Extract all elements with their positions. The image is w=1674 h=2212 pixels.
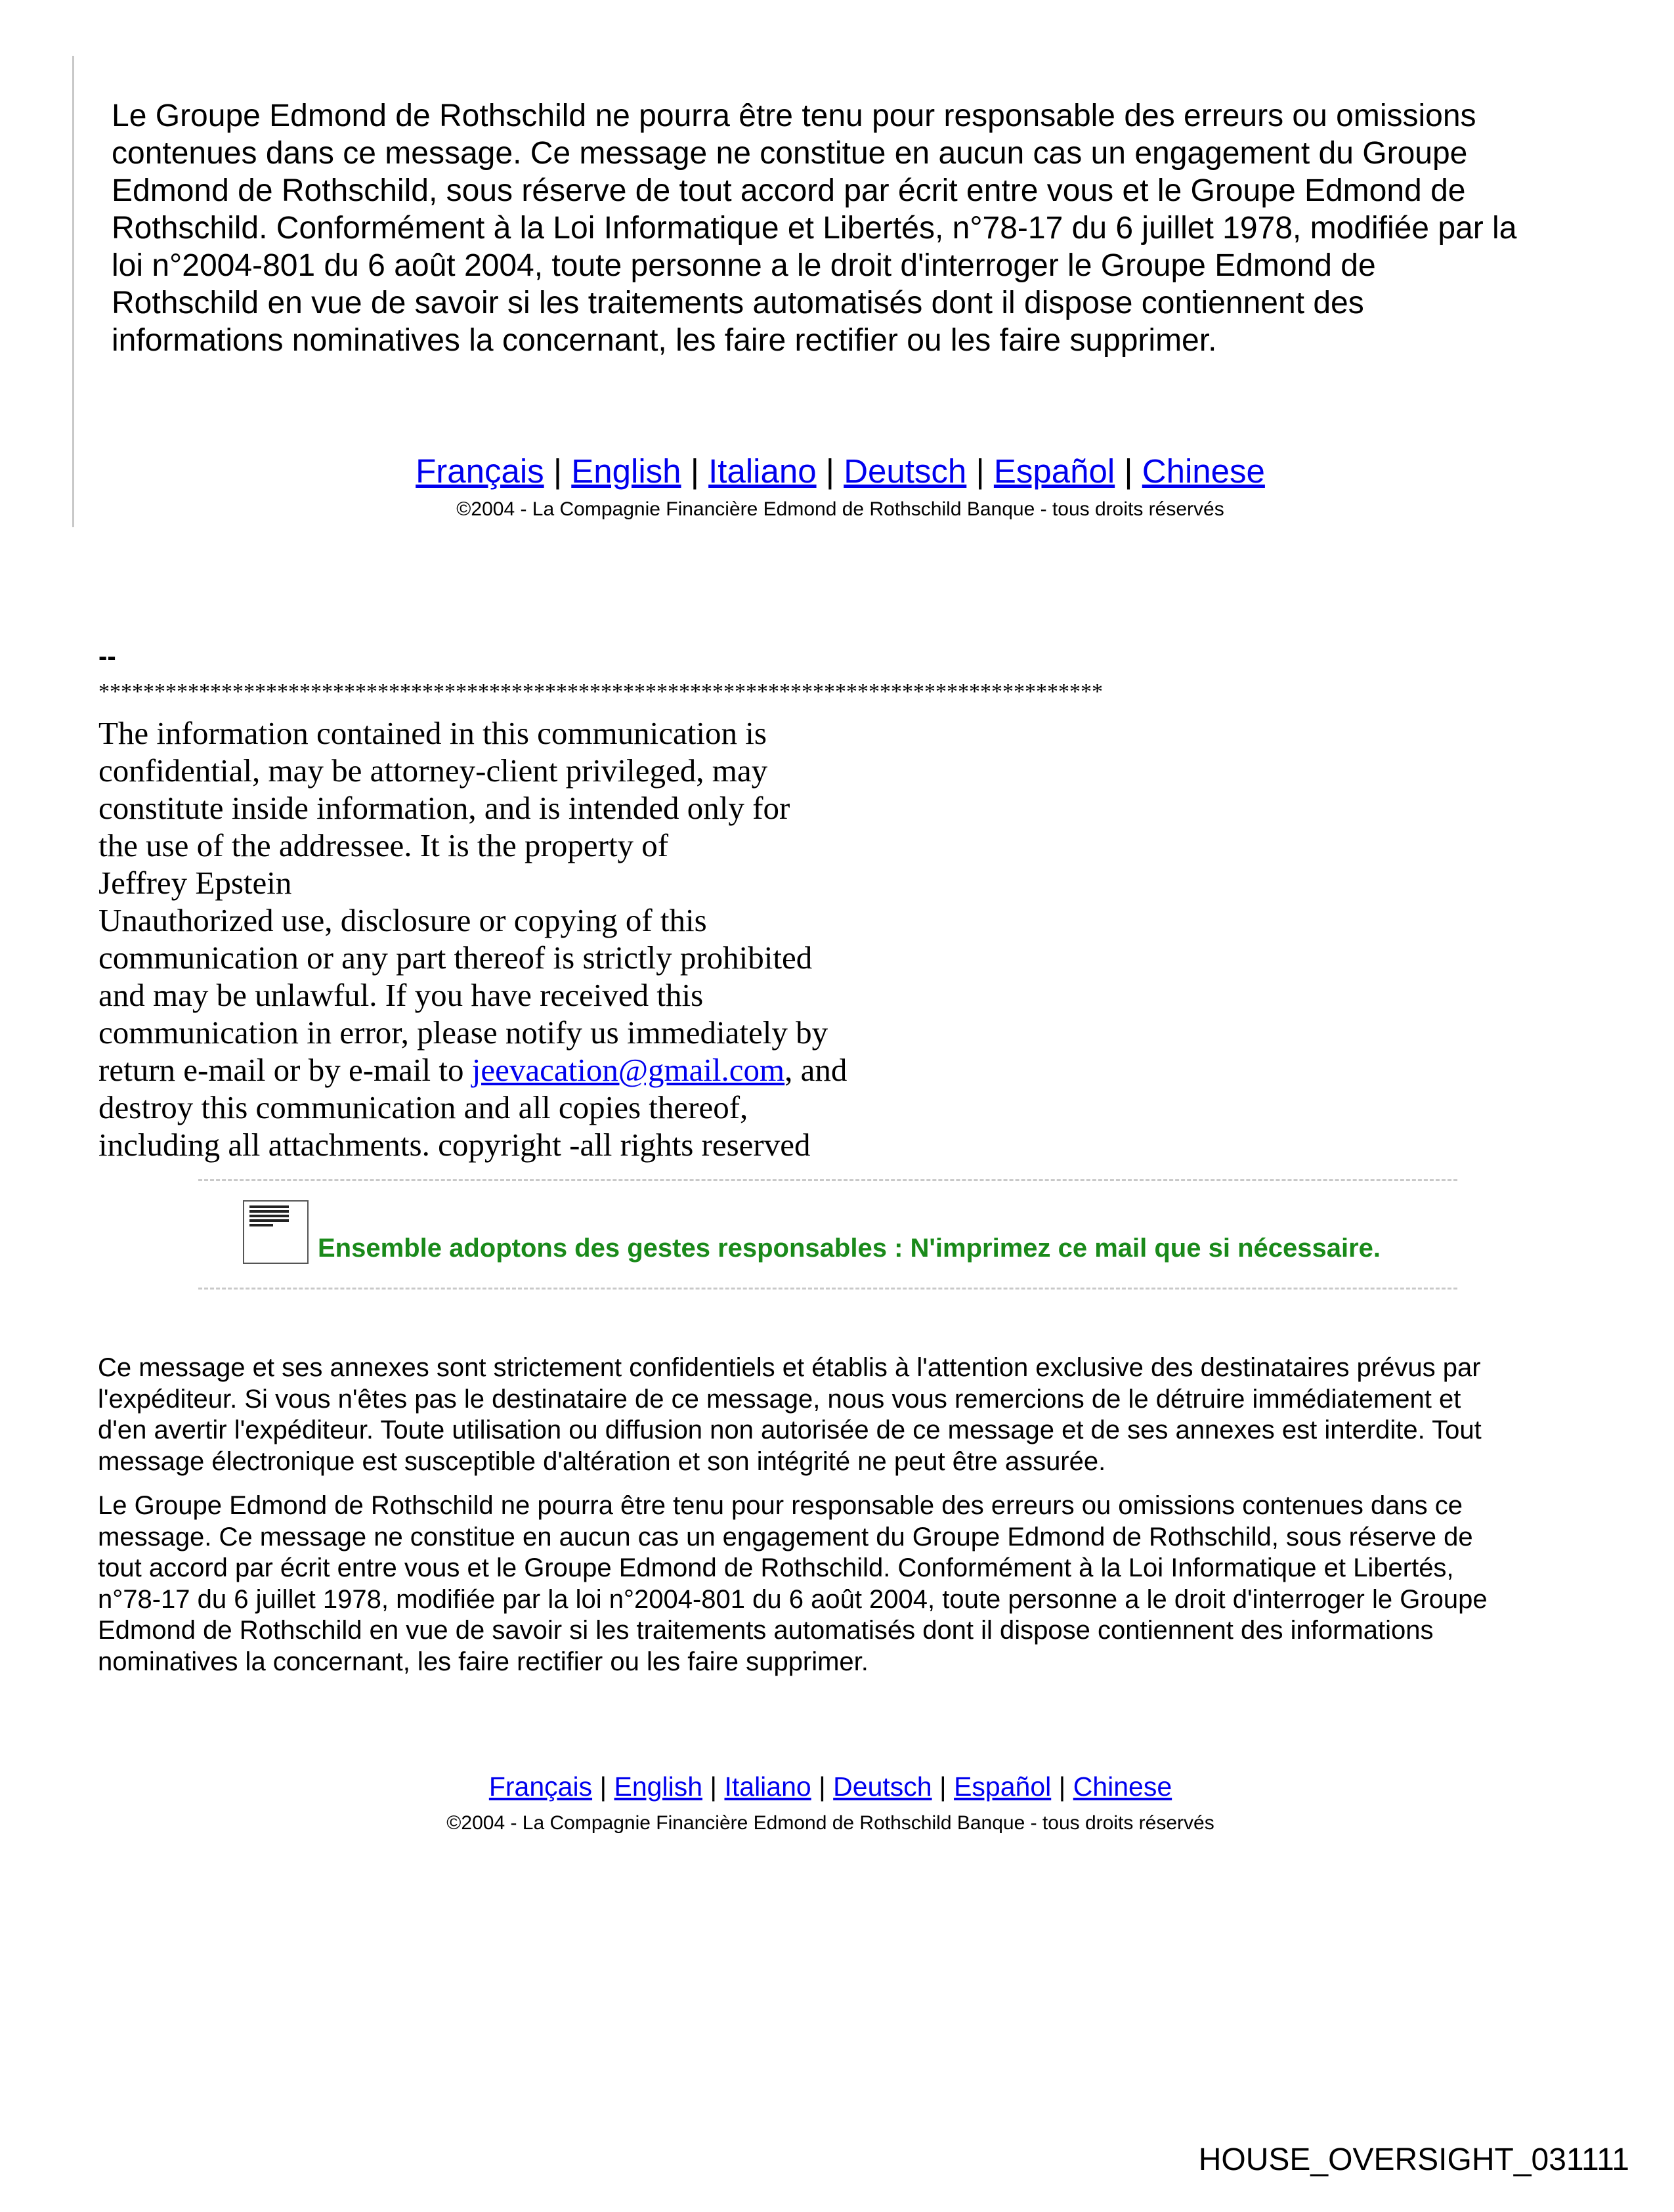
link-english[interactable]: English (571, 452, 681, 490)
signature-dash: -- (98, 642, 116, 671)
top-disclaimer (112, 97, 1516, 359)
disclaimer-line: Edmond de Rothschild en vue de savoir si les traitements automatisés dont il dispose contiennent des informations (98, 1616, 1434, 1645)
separator: | (819, 1771, 826, 1802)
disclaimer-line: Ce message et ses annexes sont strictement confidentiels et établis à l'attention exclusive des destinataires prévus par (98, 1353, 1481, 1382)
separator: | (825, 452, 835, 490)
disclaimer-line: contenues dans ce message. Ce message ne constitue en aucun cas un engagement du Groupe (112, 136, 1468, 171)
disclaimer-line: Edmond de Rothschild, sous réserve de tout accord par écrit entre vous et le Groupe Edmond de (112, 173, 1466, 208)
language-links (0, 452, 1674, 490)
link-deutsch[interactable]: Deutsch (833, 1771, 932, 1802)
separator: | (553, 452, 563, 490)
notice-line: including all attachments. copyright -all rights reserved (98, 1127, 811, 1163)
asterisk-divider: ****************************************************************************************** (98, 680, 1103, 704)
bottom-disclaimer-2 (98, 1490, 1488, 1678)
link-espanol[interactable]: Español (993, 452, 1115, 490)
separator: | (599, 1771, 607, 1802)
notice-line: communication in error, please notify us immediately by (98, 1014, 828, 1051)
disclaimer-line: message. Ce message ne constitue en aucun cas un engagement du Groupe Edmond de Rothschild, sous réserve de (98, 1522, 1473, 1551)
bottom-disclaimer-1 (98, 1353, 1482, 1477)
language-links (0, 1771, 1661, 1802)
disclaimer-line: Rothschild en vue de savoir si les traitements automatisés dont il dispose contiennent des (112, 286, 1364, 320)
notice-line: destroy this communication and all copies thereof, (98, 1089, 748, 1125)
copyright: ©2004 - La Compagnie Financière Edmond de Rothschild Banque - tous droits réservés (446, 1812, 1214, 1834)
eco-banner: Ensemble adoptons des gestes responsables : N'imprimez ce mail que si nécessaire. (318, 1234, 1381, 1263)
separator: | (976, 452, 985, 490)
link-chinese[interactable]: Chinese (1142, 452, 1265, 490)
email-suffix: , and (784, 1052, 848, 1088)
notice-line: The information contained in this communication is (98, 715, 767, 751)
separator: | (1058, 1771, 1066, 1802)
link-francais[interactable]: Français (488, 1771, 593, 1802)
separator: | (1124, 452, 1133, 490)
copyright: ©2004 - La Compagnie Financière Edmond de Rothschild Banque - tous droits réservés (456, 498, 1224, 520)
separator: | (939, 1771, 947, 1802)
notice-line: Jeffrey Epstein (98, 865, 292, 901)
notice-line: communication or any part thereof is strictly prohibited (98, 940, 813, 976)
notice-line-email (98, 1051, 847, 1089)
confidentiality-notice (98, 714, 847, 1163)
notice-line: constitute inside information, and is intended only for (98, 790, 790, 826)
disclaimer-line: l'expéditeur. Si vous n'êtes pas le destinataire de ce message, nous vous remercions de le détruire immédiatement et (98, 1384, 1461, 1414)
link-chinese[interactable]: Chinese (1073, 1771, 1172, 1802)
email-link[interactable]: jeevacation@gmail.com (471, 1052, 785, 1088)
bates-number: HOUSE_OVERSIGHT_031111 (1198, 2142, 1629, 2177)
separator: | (690, 452, 699, 490)
link-italiano[interactable]: Italiano (708, 452, 817, 490)
link-francais[interactable]: Français (416, 452, 544, 490)
dashed-divider (198, 1288, 1457, 1290)
link-english[interactable]: English (614, 1771, 703, 1802)
disclaimer-line: tout accord par écrit entre vous et le Groupe Edmond de Rothschild. Conformément à la Loi Informatique et Libertés, (98, 1553, 1454, 1582)
disclaimer-line: d'en avertir l'expéditeur. Toute utilisation ou diffusion non autorisée de ce message et de ses annexes est interdite. Tout (98, 1416, 1482, 1444)
email-prefix: return e-mail or by e-mail to (98, 1052, 472, 1088)
notice-line: confidential, may be attorney-client privileged, may (98, 752, 768, 789)
disclaimer-line: nominatives la concernant, les faire rectifier ou les faire supprimer. (98, 1647, 869, 1676)
notice-line: Unauthorized use, disclosure or copying of this (98, 902, 707, 938)
separator: | (710, 1771, 718, 1802)
dashed-divider (198, 1179, 1457, 1181)
link-italiano[interactable]: Italiano (724, 1771, 811, 1802)
notice-line: and may be unlawful. If you have received this (98, 977, 704, 1013)
disclaimer-line: informations nominatives la concernant, les faire rectifier ou les faire supprimer. (112, 323, 1217, 358)
broken-image-icon (243, 1200, 309, 1264)
disclaimer-line: message électronique est susceptible d'altération et son intégrité ne peut être assurée. (98, 1446, 1106, 1476)
disclaimer-line: Rothschild. Conformément à la Loi Informatique et Libertés, n°78-17 du 6 juillet 1978, modifiée par la (112, 211, 1517, 246)
link-deutsch[interactable]: Deutsch (844, 452, 967, 490)
disclaimer-line: Le Groupe Edmond de Rothschild ne pourra être tenu pour responsable des erreurs ou omissions contenues dans ce (98, 1491, 1463, 1520)
notice-line: the use of the addressee. It is the property of (98, 827, 669, 863)
link-espanol[interactable]: Español (954, 1771, 1052, 1802)
disclaimer-line: loi n°2004-801 du 6 août 2004, toute personne a le droit d'interroger le Groupe Edmond de (112, 248, 1376, 283)
disclaimer-line: n°78-17 du 6 juillet 1978, modifiée par la loi n°2004-801 du 6 août 2004, toute personne a le droit d'interroger le Groupe (98, 1584, 1488, 1614)
disclaimer-line: Le Groupe Edmond de Rothschild ne pourra être tenu pour responsable des erreurs ou omissions (112, 98, 1476, 133)
